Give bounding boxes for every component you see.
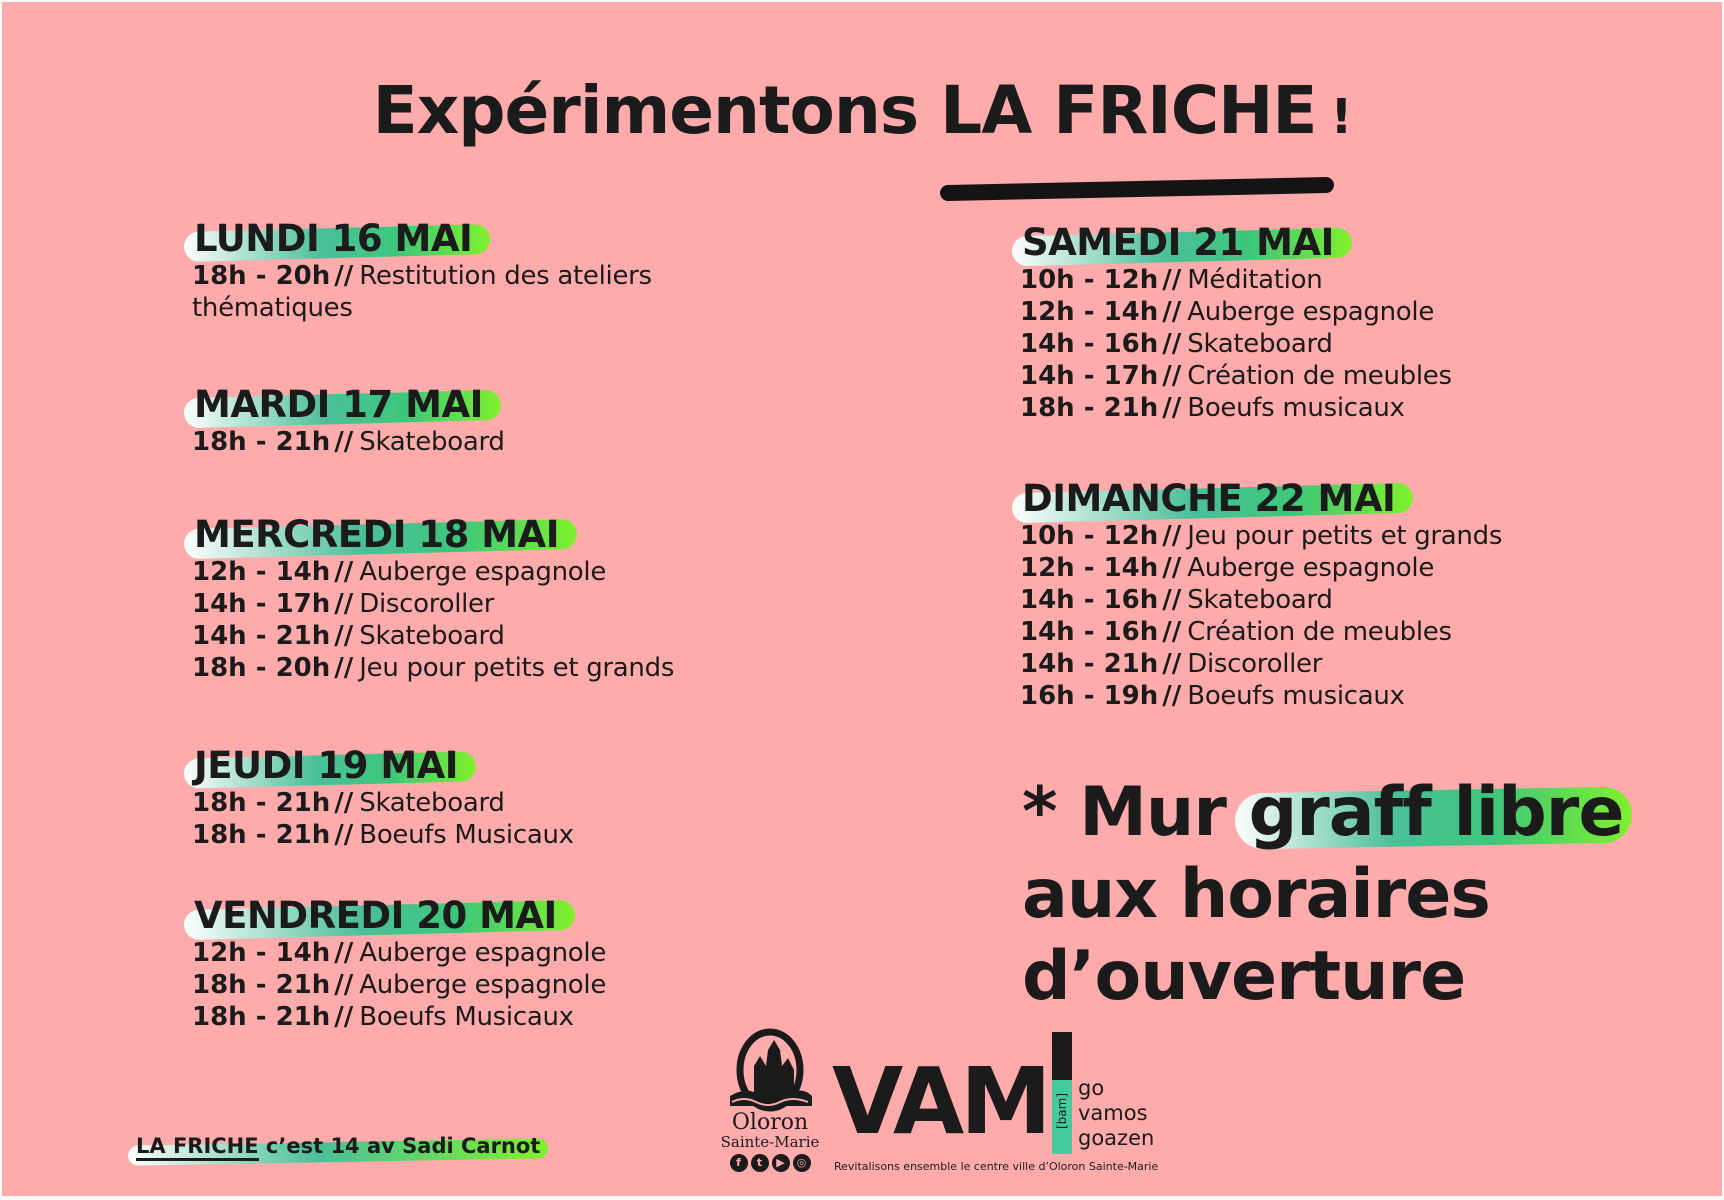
schedule-row: 14h - 17h // Création de meubles xyxy=(1020,361,1452,391)
vam-letters: VAM xyxy=(832,1048,1048,1155)
day-heading: SAMEDI 21 MAI xyxy=(1020,222,1352,264)
social-icons xyxy=(720,1154,820,1172)
oloron-name: Oloron xyxy=(731,1110,809,1135)
graff-line-3: d’ouverture xyxy=(1022,937,1466,1016)
day-block-mardi xyxy=(192,384,505,458)
schedule-row: 12h - 14h // Auberge espagnole xyxy=(1020,553,1435,583)
day-heading: MERCREDI 18 MAI xyxy=(192,514,577,556)
address-text: c’est 14 av Sadi Carnot xyxy=(265,1134,541,1158)
page-title xyxy=(2,72,1722,149)
day-block-mercredi xyxy=(192,514,674,684)
twitter-icon[interactable]: t xyxy=(751,1154,769,1172)
graff-note xyxy=(1022,772,1623,1018)
oloron-logo xyxy=(720,1026,820,1176)
poster xyxy=(2,2,1722,1196)
vam-word: vamos xyxy=(1078,1101,1148,1125)
schedule-row: 14h - 21h // Discoroller xyxy=(1020,649,1323,679)
schedule-row: 14h - 16h // Création de meubles xyxy=(1020,617,1452,647)
schedule-row: 12h - 14h // Auberge espagnole xyxy=(1020,297,1435,327)
schedule-row: 14h - 17h // Discoroller xyxy=(192,589,495,619)
schedule-row: 14h - 16h // Skateboard xyxy=(1020,585,1333,615)
schedule-row: 18h - 20h // Restitution des ateliers xyxy=(192,261,652,291)
schedule-row: 12h - 14h // Auberge espagnole xyxy=(192,938,607,968)
address-emphasis: LA FRICHE xyxy=(136,1134,259,1161)
oloron-emblem-icon xyxy=(724,1026,816,1112)
day-block-dimanche xyxy=(1020,478,1502,712)
vam-logo xyxy=(832,1032,1192,1182)
schedule-row: 12h - 14h // Auberge espagnole xyxy=(192,557,607,587)
day-heading: JEUDI 19 MAI xyxy=(192,745,476,787)
day-heading: DIMANCHE 22 MAI xyxy=(1020,478,1413,520)
schedule-row: 14h - 21h // Skateboard xyxy=(192,621,505,651)
vam-tagline: Revitalisons ensemble le centre ville d’Oloron Sainte-Marie xyxy=(834,1160,1159,1173)
day-heading: LUNDI 16 MAI xyxy=(192,218,490,260)
vam-word: go xyxy=(1078,1076,1105,1100)
graff-line-1 xyxy=(1022,772,1623,854)
day-block-samedi xyxy=(1020,222,1452,424)
schedule-row: 18h - 21h // Boeufs Musicaux xyxy=(192,820,574,850)
schedule-row: 16h - 19h // Boeufs musicaux xyxy=(1020,681,1405,711)
title-lead: Expérimentons xyxy=(372,72,919,149)
graff-emphasis: graff libre xyxy=(1249,772,1624,854)
title-underline xyxy=(940,177,1335,201)
schedule-row: 10h - 12h // Méditation xyxy=(1020,265,1323,295)
vam-bar-text: [bam] xyxy=(1052,1080,1072,1142)
title-emphasis xyxy=(940,72,1316,149)
schedule-row: 18h - 20h // Jeu pour petits et grands xyxy=(192,653,675,683)
schedule-row: 10h - 12h // Jeu pour petits et grands xyxy=(1020,521,1503,551)
youtube-icon[interactable]: ▶ xyxy=(772,1154,790,1172)
schedule-row: 14h - 16h // Skateboard xyxy=(1020,329,1333,359)
day-heading: VENDREDI 20 MAI xyxy=(192,895,575,937)
vam-dot xyxy=(1052,1140,1072,1154)
address-note xyxy=(136,1134,540,1158)
schedule-row: 18h - 21h // Skateboard xyxy=(192,427,505,457)
vam-word: goazen xyxy=(1078,1126,1155,1150)
day-block-lundi xyxy=(192,218,652,324)
day-block-vendredi xyxy=(192,895,606,1033)
instagram-icon[interactable]: ◎ xyxy=(793,1154,811,1172)
graff-line-2: aux horaires xyxy=(1022,855,1490,934)
schedule-row: 18h - 21h // Skateboard xyxy=(192,788,505,818)
schedule-row: thématiques xyxy=(192,293,353,323)
asterisk: * xyxy=(1022,773,1057,852)
oloron-subname: Sainte-Marie xyxy=(720,1133,820,1151)
title-emphasis-text: LA FRICHE xyxy=(940,72,1317,149)
day-heading: MARDI 17 MAI xyxy=(192,384,501,426)
day-block-jeudi xyxy=(192,745,574,851)
vam-words xyxy=(1078,1076,1154,1151)
facebook-icon[interactable]: f xyxy=(730,1154,748,1172)
schedule-row: 18h - 21h // Boeufs Musicaux xyxy=(192,1002,574,1032)
schedule-row: 18h - 21h // Boeufs musicaux xyxy=(1020,393,1405,423)
title-punct: ! xyxy=(1330,89,1352,145)
graff-word: Mur xyxy=(1079,773,1226,852)
schedule-row: 18h - 21h // Auberge espagnole xyxy=(192,970,607,1000)
